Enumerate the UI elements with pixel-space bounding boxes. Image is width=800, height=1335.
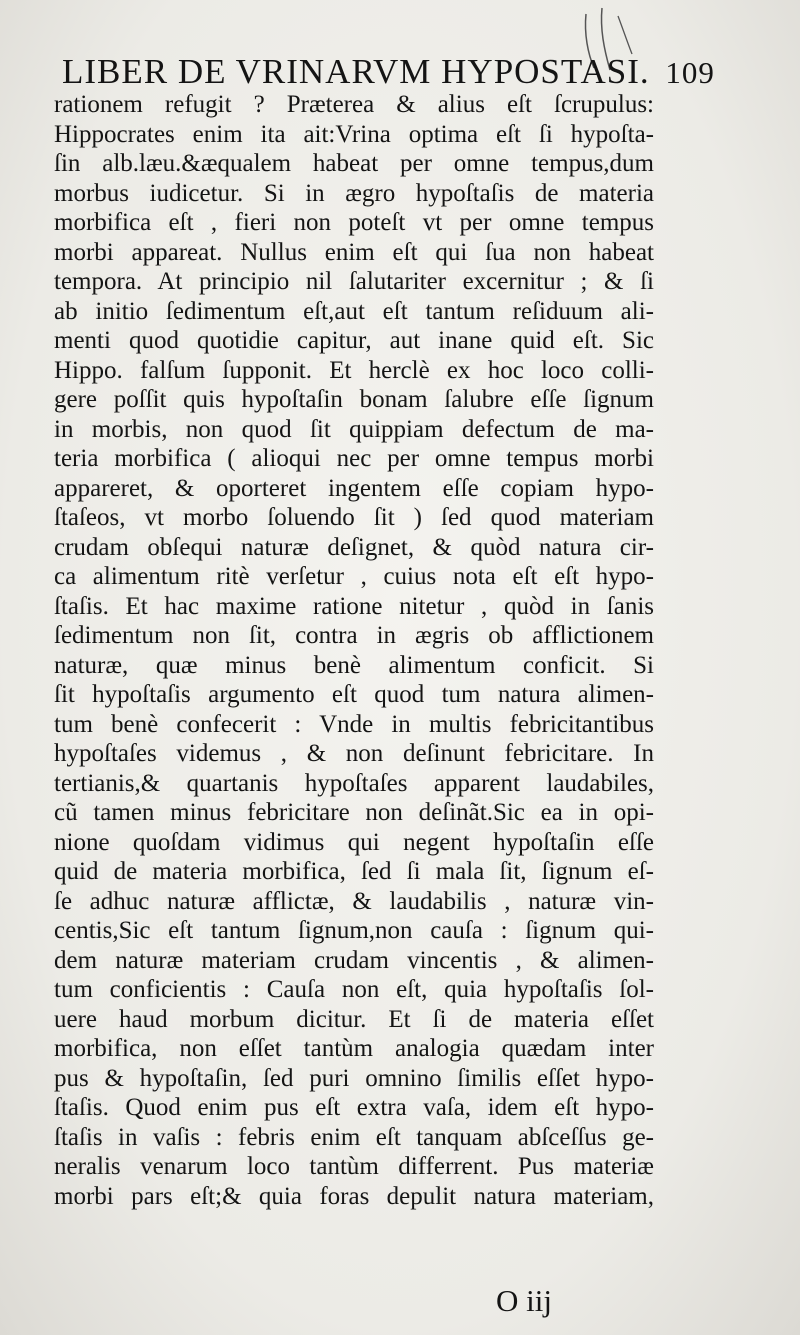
text-line: ſedimentum non ſit, contra in ægris ob afflictionem [54,622,654,649]
text-line: cũ tamen minus febricitare non deſinãt.Sic ea in opi- [54,799,654,826]
text-line: ſtaſis. Quod enim pus eſt extra vaſa, idem eſt hypo- [54,1094,654,1121]
header-title: LIBER DE VRINARVM HYPOSTASI. [62,52,650,91]
text-line: naturæ, quæ minus benè alimentum conficit. Si [54,651,654,679]
text-line: pus & hypoſtaſin, ſed puri omnino ſimilis eſſet hypo- [54,1064,654,1092]
text-line: crudam obſequi naturæ deſignet, & quòd natura cir- [54,533,654,561]
text-line: morbi pars eſt;& quia foras depulit natura materiam, [54,1182,654,1210]
text-line: ſtaſeos, vt morbo ſoluendo ſit ) ſed quod materiam [54,504,654,531]
text-line: tum conficientis : Cauſa non eſt, quia hypoſtaſis ſol- [54,976,654,1003]
text-line: quid de materia morbifica, ſed ſi mala ſit, ſignum eſ- [54,858,654,885]
text-line: dem naturæ materiam crudam vincentis , & alimen- [54,946,654,974]
text-line: rationem refugit ? Præterea & alius eſt ſcrupulus: [54,91,654,118]
text-line: ca alimentum ritè verſetur , cuius nota eſt eſt hypo- [54,563,654,590]
text-line: tertianis,& quartanis hypoſtaſes apparent laudabiles, [54,769,654,797]
text-line: morbi appareat. Nullus enim eſt qui ſua non habeat [54,238,654,266]
text-line: hypoſtaſes videmus , & non deſinunt febricitare. In [54,740,654,767]
text-line: ab initio ſedimentum eſt,aut eſt tantum reſiduum ali- [54,297,654,325]
text-line: tum benè confecerit : Vnde in multis febricitantibus [54,710,654,738]
text-line: neralis venarum loco tantùm differrent. Pus materiæ [54,1153,654,1180]
text-line: nione quoſdam vidimus qui negent hypoſtaſin eſſe [54,828,654,856]
page-number: 109 [665,55,715,90]
signature-mark: O iij [496,1283,552,1318]
text-line: morbifica eſt , fieri non poteſt vt per omne tempus [54,209,654,236]
text-line: ſtaſis. Et hac maxime ratione nitetur , quòd in ſanis [54,592,654,620]
text-line: appareret, & oporteret ingentem eſſe copiam hypo- [54,474,654,502]
running-header [62,52,715,93]
text-line: morbifica, non eſſet tantùm analogia quædam inter [54,1035,654,1062]
text-line: ſtaſis in vaſis : febris enim eſt tanquam abſceſſus ge- [54,1123,654,1151]
text-line: ſit hypoſtaſis argumento eſt quod tum natura alimen- [54,681,654,708]
text-line: in morbis, non quod ſit quippiam defectum de ma- [54,415,654,443]
text-line: menti quod quotidie capitur, aut inane quid eſt. Sic [54,327,654,354]
text-line: morbus iudicetur. Si in ægro hypoſtaſis de materia [54,179,654,207]
body-text [54,90,654,1211]
text-line: centis,Sic eſt tantum ſignum,non cauſa : ſignum qui- [54,917,654,944]
text-line: teria morbifica ( alioqui nec per omne tempus morbi [54,445,654,472]
text-line: uere haud morbum dicitur. Et ſi de materia eſſet [54,1005,654,1033]
text-line: Hippo. falſum ſupponit. Et herclè ex hoc loco colli- [54,356,654,384]
text-line: ſin alb.læu.&æqualem habeat per omne tempus,dum [54,150,654,177]
text-line: tempora. At principio nil ſalutariter excernitur ; & ſi [54,268,654,295]
text-line: ſe adhuc naturæ afflictæ, & laudabilis , naturæ vin- [54,887,654,915]
text-line: gere poſſit quis hypoſtaſin bonam ſalubre eſſe ſignum [54,386,654,413]
text-line: Hippocrates enim ita ait:Vrina optima eſt ſi hypoſta- [54,120,654,148]
